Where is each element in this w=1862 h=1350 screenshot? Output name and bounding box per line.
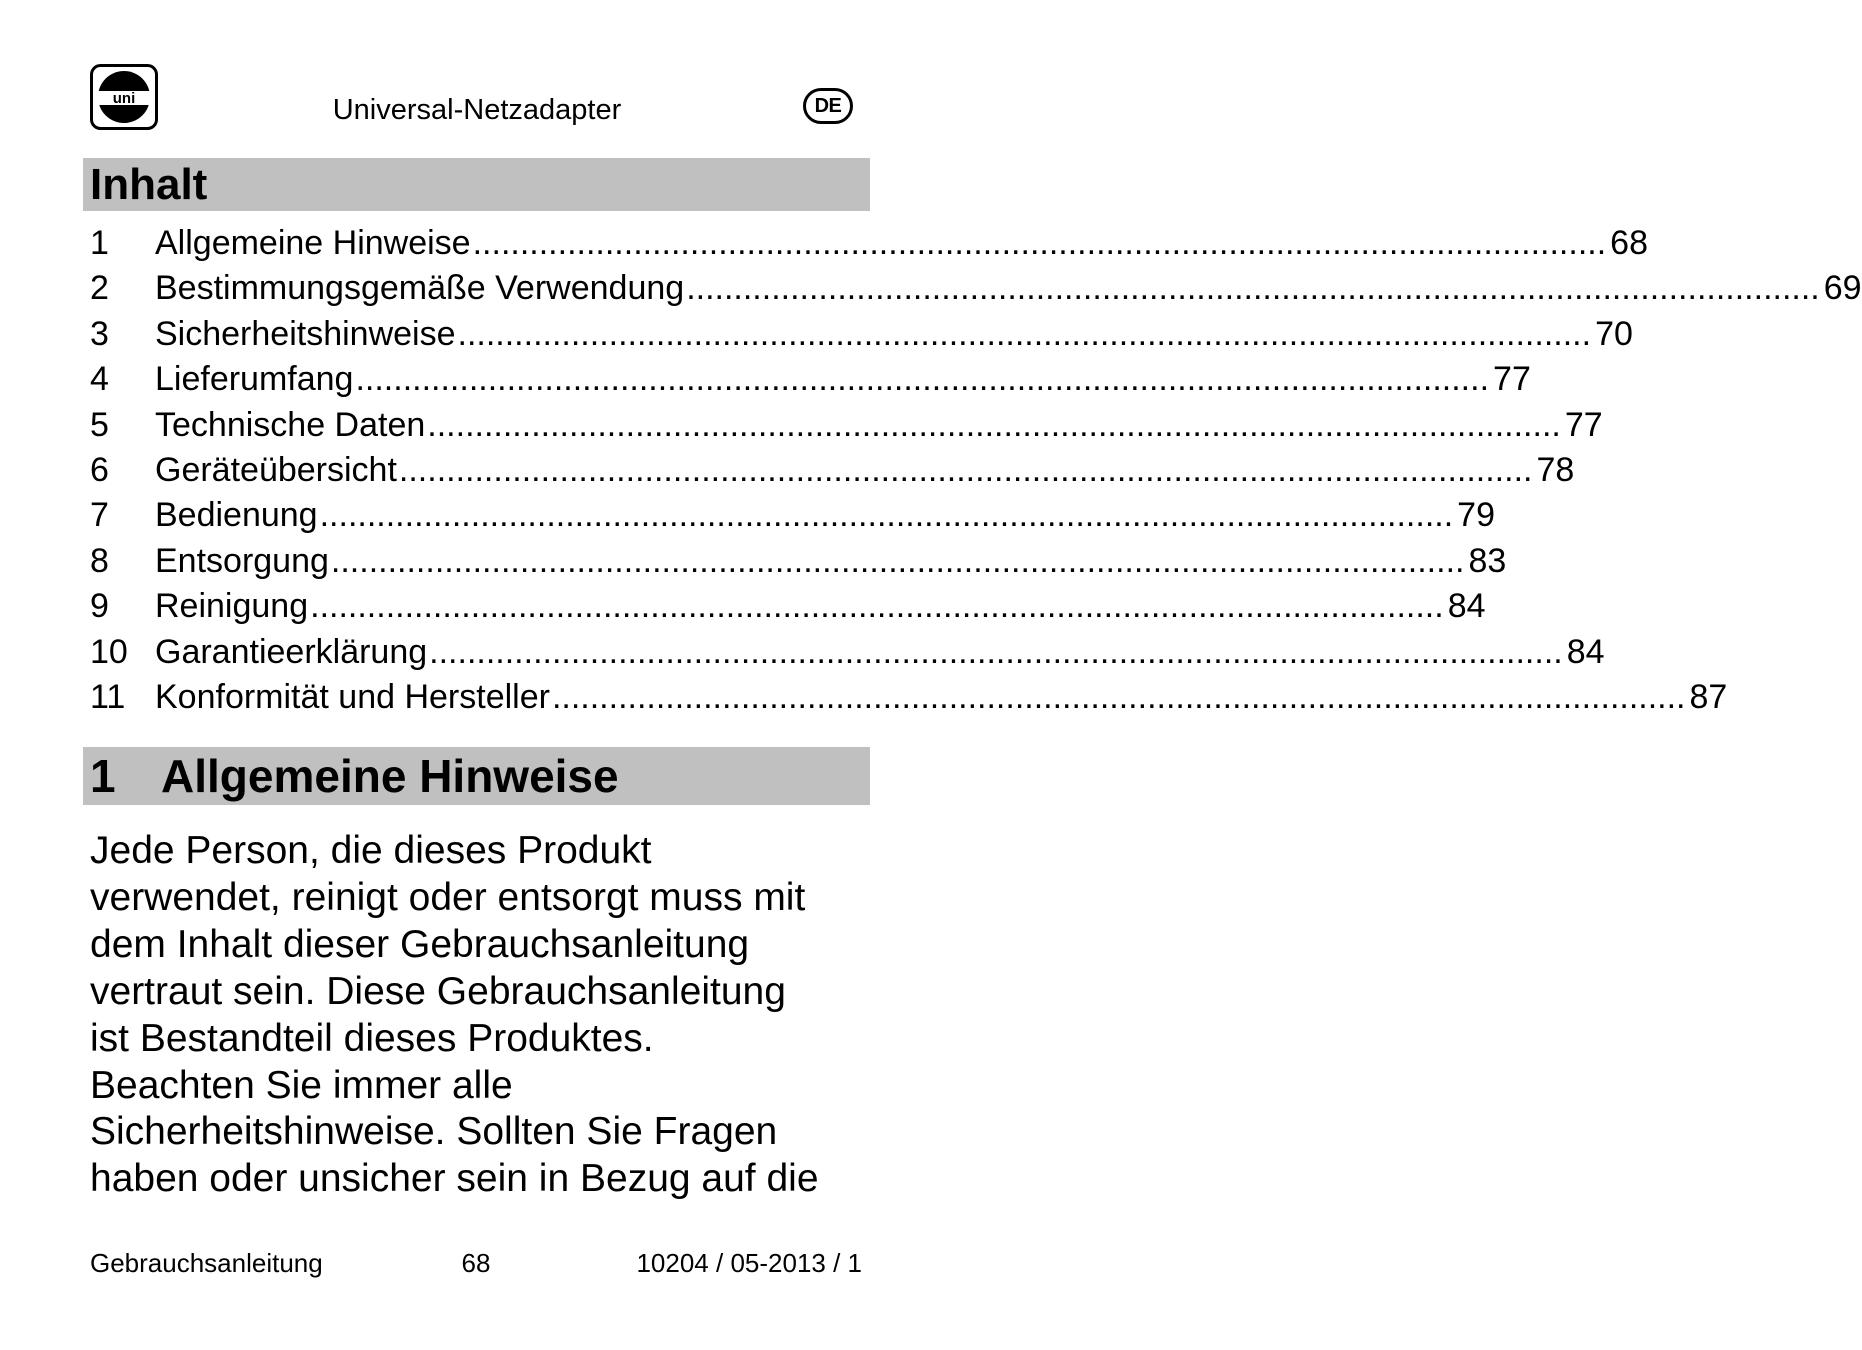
- footer-document-type: Gebrauchsanleitung: [90, 1248, 323, 1278]
- toc-leader-dots: ........................................................................................................................: [398, 450, 1533, 489]
- toc-entry-page: 77: [1564, 405, 1603, 444]
- toc-entry: [90, 312, 1633, 357]
- toc-entry: [90, 675, 1728, 720]
- footer-document-code: 10204 / 05-2013 / 1: [636, 1248, 862, 1278]
- toc-entry-number: 4: [90, 360, 109, 399]
- body-text-line: haben oder unsicher sein in Bezug auf die: [90, 1157, 819, 1201]
- section-title: Allgemeine Hinweise: [161, 750, 619, 802]
- body-text-line: dem Inhalt dieser Gebrauchsanleitung: [90, 922, 750, 966]
- toc-entry-title: Bedienung: [155, 496, 318, 535]
- toc-entry-title: Lieferumfang: [155, 360, 354, 399]
- logo-text: uni: [112, 90, 136, 107]
- toc-entry-page: 87: [1689, 677, 1728, 716]
- language-badge: DE: [803, 88, 853, 124]
- toc-entry-title: Reinigung: [155, 587, 309, 626]
- toc-leader-dots: ........................................................................................................................: [330, 541, 1465, 580]
- toc-entry-title: Entsorgung: [155, 541, 329, 580]
- toc-entry-page: 84: [1566, 632, 1605, 671]
- toc-entry: [90, 493, 1495, 538]
- body-text-line: vertraut sein. Diese Gebrauchsanleitung: [90, 969, 786, 1013]
- section-number: 1: [90, 750, 116, 802]
- toc-leader-dots: ........................................................................................................................: [355, 360, 1490, 399]
- toc-entry-page: 70: [1595, 314, 1633, 353]
- toc-entry-number: 3: [90, 314, 109, 353]
- toc-entry-title: Konformität und Hersteller: [155, 677, 550, 716]
- toc-entry-number: 7: [90, 496, 109, 535]
- toc-entry: [90, 630, 1605, 675]
- toc-leader-dots: ........................................................................................................................: [429, 632, 1563, 671]
- toc-entry-page: 77: [1493, 360, 1531, 399]
- toc-entry-title: Allgemeine Hinweise: [155, 224, 471, 262]
- section-heading: [83, 747, 870, 805]
- toc-entry-page: 78: [1536, 450, 1575, 489]
- toc-entry-number: 1: [90, 224, 109, 262]
- toc-entry-page: 69: [1823, 269, 1862, 308]
- toc-leader-dots: ........................................................................................................................: [472, 224, 1607, 262]
- toc-leader-dots: ........................................................................................................................: [319, 496, 1454, 535]
- toc-entry-number: 9: [90, 587, 109, 626]
- body-text-line: Jede Person, die dieses Produkt: [90, 829, 652, 872]
- toc-entry-number: 11: [90, 677, 126, 716]
- toc-entry: [90, 357, 1531, 402]
- toc-entry-page: 79: [1457, 496, 1495, 535]
- body-text-line: Beachten Sie immer alle: [90, 1063, 513, 1107]
- toc-entry: [90, 584, 1486, 629]
- toc-leader-dots: ........................................................................................................................: [551, 677, 1686, 716]
- body-text-line: Sicherheitshinweise. Sollten Sie Fragen: [90, 1110, 778, 1154]
- toc-entry-title: Garantieerklärung: [155, 632, 428, 671]
- body-text-line: verwendet, reinigt oder entsorgt muss mit: [90, 875, 806, 919]
- toc-entry-page: 68: [1610, 224, 1648, 262]
- body-text-line: ist Bestandteil dieses Produktes.: [90, 1016, 654, 1060]
- footer-page-number: 68: [461, 1248, 491, 1278]
- toc-entry-number: 2: [90, 269, 109, 308]
- toc-entry: [90, 221, 1648, 266]
- toc-entry-number: 6: [90, 450, 109, 489]
- toc-entry: [90, 539, 1507, 584]
- toc-leader-dots: ........................................................................................................................: [457, 314, 1592, 353]
- header-title: Universal-Netzadapter: [332, 94, 622, 126]
- toc-leader-dots: ........................................................................................................................: [427, 405, 1561, 444]
- toc-entry: [90, 266, 1862, 311]
- toc-list: [90, 221, 1862, 720]
- toc-entry-number: 5: [90, 405, 109, 444]
- toc-entry-number: 10: [90, 632, 128, 671]
- toc-leader-dots: ........................................................................................................................: [686, 269, 1820, 308]
- toc-entry: [90, 448, 1575, 493]
- toc-entry-title: Geräteübersicht: [155, 450, 397, 489]
- toc-entry: [90, 403, 1603, 448]
- toc-entry-number: 8: [90, 541, 109, 580]
- toc-entry-page: 84: [1447, 587, 1486, 626]
- toc-entry-page: 83: [1468, 541, 1507, 580]
- toc-leader-dots: ........................................................................................................................: [310, 587, 1444, 626]
- toc-heading: Inhalt: [83, 158, 870, 211]
- toc-entry-title: Technische Daten: [155, 405, 426, 444]
- toc-entry-title: Sicherheitshinweise: [155, 314, 456, 353]
- section-body: [90, 828, 880, 1203]
- toc-entry-title: Bestimmungsgemäße Verwendung: [155, 269, 685, 308]
